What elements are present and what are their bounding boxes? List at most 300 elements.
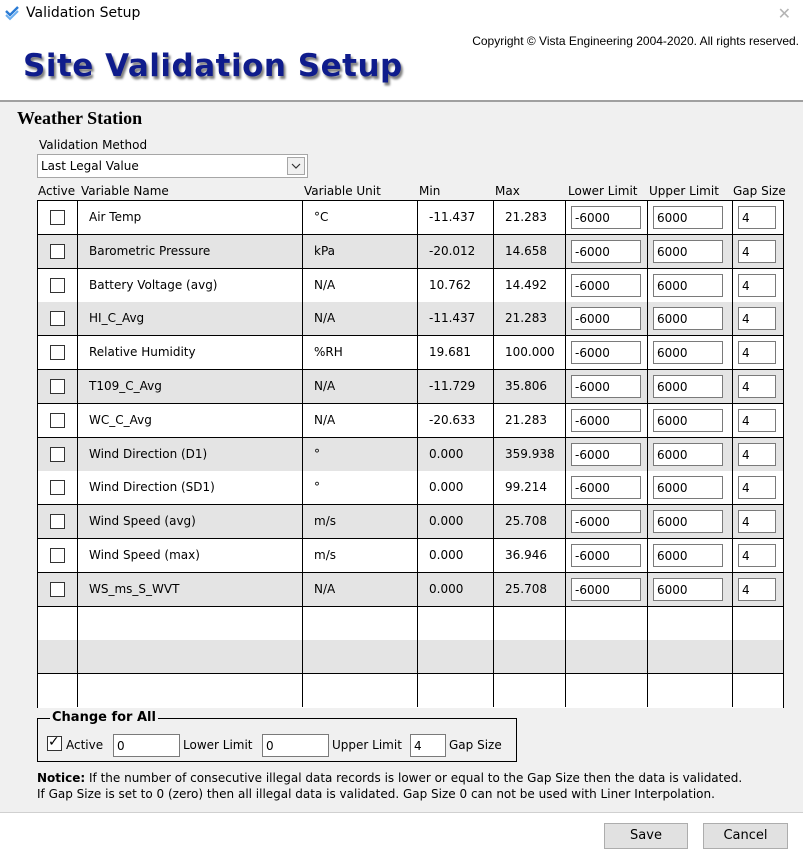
- cell-lower: [566, 438, 648, 471]
- upper-value: 6000: [657, 549, 688, 563]
- cell-name: [78, 539, 303, 572]
- row-name: Battery Voltage (avg): [89, 277, 218, 292]
- cell-lower: [566, 539, 648, 572]
- upper-input[interactable]: [653, 510, 723, 533]
- row-unit: %RH: [314, 345, 343, 360]
- row-max: 99.214: [505, 480, 547, 495]
- cell-upper: [648, 539, 733, 572]
- lower-input[interactable]: [571, 375, 641, 398]
- active-checkbox[interactable]: [50, 480, 65, 495]
- cell-gap: [733, 302, 783, 335]
- cell-lower: [566, 607, 648, 640]
- row-max: 36.946: [505, 548, 547, 562]
- table-row: [38, 269, 783, 303]
- upper-input[interactable]: [653, 240, 723, 263]
- row-unit: kPa: [314, 243, 335, 258]
- gap-value: 4: [742, 481, 750, 496]
- gap-input[interactable]: [738, 544, 776, 567]
- row-max: 14.492: [505, 277, 547, 292]
- table-row: [38, 302, 783, 336]
- col-header-unit: Variable Unit: [304, 184, 381, 198]
- cell-name: [78, 235, 303, 268]
- change-for-all-title: Change for All: [52, 710, 156, 725]
- change-all-upper-label: Upper Limit: [332, 738, 402, 752]
- row-name: Barometric Pressure: [89, 243, 211, 258]
- cell-unit: [303, 370, 418, 403]
- cell-min: [418, 438, 494, 471]
- cell-max: [494, 302, 566, 335]
- upper-value: 6000: [657, 312, 688, 327]
- banner-title: Site Validation Setup: [23, 48, 403, 84]
- lower-value: -6000: [575, 549, 610, 563]
- row-max: 25.708: [505, 514, 547, 529]
- lower-input[interactable]: [571, 578, 641, 601]
- active-checkbox[interactable]: [50, 514, 65, 529]
- row-min: 0.000: [429, 514, 464, 529]
- upper-value: 6000: [657, 211, 688, 225]
- cell-active: [38, 336, 78, 369]
- row-min: -11.729: [429, 379, 476, 393]
- cell-active: [38, 370, 78, 403]
- lower-input[interactable]: [571, 510, 641, 533]
- lower-value: -6000: [575, 278, 610, 293]
- cell-active: [38, 607, 78, 640]
- cell-gap: [733, 235, 783, 268]
- gap-value: 4: [742, 312, 750, 327]
- cell-unit: [303, 505, 418, 538]
- close-icon[interactable]: ✕: [777, 4, 791, 23]
- upper-input[interactable]: [653, 307, 723, 330]
- row-unit: N/A: [314, 277, 336, 292]
- row-name: HI_C_Avg: [89, 311, 145, 326]
- lower-value: -6000: [575, 447, 610, 462]
- cell-active: [38, 269, 78, 302]
- table-row: [38, 235, 783, 269]
- cell-max: [494, 438, 566, 471]
- upper-value: 6000: [657, 278, 688, 293]
- table-row: [38, 336, 783, 370]
- col-header-lower: Lower Limit: [568, 184, 638, 198]
- row-min: -11.437: [429, 210, 476, 224]
- upper-input[interactable]: [653, 341, 723, 364]
- upper-value: 6000: [657, 244, 688, 259]
- row-max: 21.283: [505, 210, 547, 224]
- cell-max: [494, 674, 566, 707]
- cell-lower: [566, 302, 648, 335]
- gap-value: 4: [742, 346, 750, 361]
- lower-input[interactable]: [571, 240, 641, 263]
- cell-max: [494, 336, 566, 369]
- gap-input[interactable]: [738, 274, 776, 297]
- cell-active: [38, 201, 78, 234]
- col-header-active: Active: [38, 184, 76, 198]
- row-unit: °C: [314, 210, 329, 224]
- table-row: [38, 674, 783, 708]
- cell-unit: [303, 607, 418, 640]
- upper-input[interactable]: [653, 206, 723, 229]
- row-unit: m/s: [314, 548, 336, 562]
- cell-min: [418, 235, 494, 268]
- notice-line1: If the number of consecutive illegal data records is lower or equal to the Gap Size then the data is validated.: [85, 771, 743, 785]
- cell-max: [494, 539, 566, 572]
- row-min: -11.437: [429, 311, 476, 326]
- row-name: T109_C_Avg: [89, 379, 162, 393]
- cell-active: [38, 471, 78, 504]
- cell-max: [494, 640, 566, 673]
- row-max: 25.708: [505, 581, 547, 596]
- lower-value: -6000: [575, 211, 610, 225]
- cell-max: [494, 505, 566, 538]
- cell-name: [78, 302, 303, 335]
- cell-upper: [648, 235, 733, 268]
- change-all-upper-input[interactable]: [410, 734, 446, 757]
- gap-value: 4: [742, 278, 750, 293]
- cell-min: [418, 201, 494, 234]
- gap-input[interactable]: [738, 341, 776, 364]
- active-checkbox[interactable]: [50, 548, 65, 563]
- cell-name: [78, 607, 303, 640]
- row-name: WS_ms_S_WVT: [89, 581, 180, 596]
- cell-lower: [566, 674, 648, 707]
- table-row: [38, 505, 783, 539]
- cell-min: [418, 640, 494, 673]
- upper-input[interactable]: [653, 375, 723, 398]
- row-unit: °: [314, 480, 320, 495]
- cell-active: [38, 573, 78, 606]
- active-checkbox[interactable]: [50, 413, 65, 428]
- cell-unit: [303, 404, 418, 437]
- change-all-lower-value: 0: [266, 739, 274, 753]
- row-unit: N/A: [314, 412, 336, 427]
- table-row: [38, 370, 783, 404]
- table-row: [38, 438, 783, 472]
- cell-gap: [733, 438, 783, 471]
- cell-name: [78, 640, 303, 673]
- gap-input[interactable]: [738, 307, 776, 330]
- lower-value: -6000: [575, 244, 610, 259]
- cell-gap: [733, 674, 783, 707]
- upper-value: 6000: [657, 481, 688, 496]
- table-row: [38, 471, 783, 505]
- cell-unit: [303, 640, 418, 673]
- row-unit: N/A: [314, 311, 336, 326]
- gap-input[interactable]: [738, 443, 776, 466]
- gap-value: 4: [742, 380, 750, 394]
- table-row: [38, 539, 783, 573]
- active-checkbox[interactable]: [50, 345, 65, 360]
- gap-input[interactable]: [738, 510, 776, 533]
- active-checkbox[interactable]: [50, 311, 65, 326]
- cell-name: [78, 505, 303, 538]
- row-name: Wind Direction (SD1): [89, 480, 215, 495]
- cell-upper: [648, 607, 733, 640]
- change-for-all-group: [37, 710, 517, 762]
- cell-gap: [733, 505, 783, 538]
- cell-active: [38, 302, 78, 335]
- cell-upper: [648, 404, 733, 437]
- row-min: 0.000: [429, 548, 464, 562]
- cell-name: [78, 471, 303, 504]
- active-checkbox[interactable]: [50, 244, 65, 259]
- copyright-text: Copyright © Vista Engineering 2004-2020. All rights reserved.: [472, 34, 799, 48]
- upper-value: 6000: [657, 413, 688, 428]
- cell-unit: [303, 336, 418, 369]
- cell-upper: [648, 674, 733, 707]
- lower-input[interactable]: [571, 307, 641, 330]
- cancel-button[interactable]: Cancel: [703, 823, 788, 849]
- cell-gap: [733, 607, 783, 640]
- upper-input[interactable]: [653, 544, 723, 567]
- cell-max: [494, 404, 566, 437]
- cell-max: [494, 471, 566, 504]
- gap-value: 4: [742, 549, 750, 563]
- row-min: 0.000: [429, 581, 464, 596]
- cell-upper: [648, 269, 733, 302]
- lower-input[interactable]: [571, 544, 641, 567]
- gap-input[interactable]: [738, 578, 776, 601]
- cell-gap: [733, 573, 783, 606]
- footer-divider: [0, 812, 803, 813]
- cell-gap: [733, 269, 783, 302]
- upper-value: 6000: [657, 582, 688, 597]
- validation-method-label: Validation Method: [39, 138, 148, 152]
- upper-input[interactable]: [653, 578, 723, 601]
- row-unit: N/A: [314, 379, 336, 393]
- cell-name: [78, 269, 303, 302]
- lower-value: -6000: [575, 346, 610, 361]
- table-row: [38, 640, 783, 674]
- upper-value: 6000: [657, 515, 688, 530]
- cell-lower: [566, 573, 648, 606]
- lower-input[interactable]: [571, 274, 641, 297]
- cell-active: [38, 235, 78, 268]
- cell-lower: [566, 640, 648, 673]
- validation-method-value: Last Legal Value: [41, 159, 139, 173]
- cell-unit: [303, 573, 418, 606]
- cell-active: [38, 438, 78, 471]
- cell-min: [418, 607, 494, 640]
- cell-lower: [566, 471, 648, 504]
- gap-input[interactable]: [738, 206, 776, 229]
- cell-active: [38, 640, 78, 673]
- row-min: -20.012: [429, 243, 476, 258]
- change-all-active-label: Active: [66, 738, 104, 752]
- upper-input[interactable]: [653, 443, 723, 466]
- gap-input[interactable]: [738, 409, 776, 432]
- col-header-name: Variable Name: [81, 184, 169, 198]
- notice-text: [37, 770, 797, 802]
- lower-value: -6000: [575, 413, 610, 428]
- upper-input[interactable]: [653, 409, 723, 432]
- cell-unit: [303, 235, 418, 268]
- cell-lower: [566, 235, 648, 268]
- change-all-upper-value: 4: [414, 739, 422, 753]
- lower-input[interactable]: [571, 443, 641, 466]
- row-max: 21.283: [505, 311, 547, 326]
- cell-unit: [303, 302, 418, 335]
- window-title: Validation Setup: [26, 5, 141, 21]
- cell-max: [494, 235, 566, 268]
- cell-active: [38, 674, 78, 707]
- row-name: WC_C_Avg: [89, 412, 152, 427]
- cell-name: [78, 438, 303, 471]
- content-panel: [0, 102, 803, 812]
- cell-upper: [648, 640, 733, 673]
- notice-line2: If Gap Size is set to 0 (zero) then all illegal data is validated. Gap Size 0 can not be used with Liner Interpolation.: [37, 787, 715, 801]
- cell-max: [494, 269, 566, 302]
- cell-upper: [648, 336, 733, 369]
- row-min: -20.633: [429, 412, 476, 427]
- cell-name: [78, 674, 303, 707]
- cell-unit: [303, 438, 418, 471]
- active-checkbox[interactable]: [50, 278, 65, 293]
- cell-upper: [648, 573, 733, 606]
- notice-label: Notice:: [37, 771, 86, 785]
- cell-gap: [733, 640, 783, 673]
- lower-value: -6000: [575, 582, 610, 597]
- gap-value: 4: [742, 582, 750, 597]
- change-all-lower-input[interactable]: [262, 734, 329, 757]
- row-unit: N/A: [314, 581, 336, 596]
- change-all-active-value-input[interactable]: [113, 734, 180, 757]
- row-name: Wind Speed (max): [89, 548, 200, 562]
- cell-upper: [648, 302, 733, 335]
- cell-unit: [303, 471, 418, 504]
- upper-value: 6000: [657, 346, 688, 361]
- cell-max: [494, 573, 566, 606]
- save-button[interactable]: Save: [604, 823, 688, 849]
- cell-upper: [648, 471, 733, 504]
- row-max: 35.806: [505, 379, 547, 393]
- cell-upper: [648, 201, 733, 234]
- row-max: 100.000: [505, 345, 555, 360]
- row-max: 21.283: [505, 412, 547, 427]
- row-min: 19.681: [429, 345, 471, 360]
- table-row: [38, 573, 783, 607]
- cell-lower: [566, 269, 648, 302]
- cell-unit: [303, 201, 418, 234]
- row-max: 14.658: [505, 243, 547, 258]
- row-min: 10.762: [429, 277, 471, 292]
- cell-name: [78, 573, 303, 606]
- active-checkbox[interactable]: [50, 582, 65, 597]
- cell-min: [418, 269, 494, 302]
- cell-upper: [648, 370, 733, 403]
- cell-lower: [566, 201, 648, 234]
- cell-min: [418, 336, 494, 369]
- cell-name: [78, 370, 303, 403]
- gap-value: 4: [742, 515, 750, 530]
- col-header-min: Min: [419, 184, 441, 198]
- col-header-gap: Gap Size: [733, 184, 786, 198]
- cell-name: [78, 201, 303, 234]
- chevron-down-icon: [288, 158, 304, 174]
- gap-input[interactable]: [738, 240, 776, 263]
- row-name: Wind Speed (avg): [89, 514, 196, 529]
- cell-gap: [733, 370, 783, 403]
- cell-active: [38, 404, 78, 437]
- cell-gap: [733, 539, 783, 572]
- table-row: [38, 201, 783, 235]
- lower-input[interactable]: [571, 409, 641, 432]
- active-checkbox[interactable]: [50, 210, 65, 225]
- lower-input[interactable]: [571, 341, 641, 364]
- col-header-max: Max: [495, 184, 520, 198]
- gap-value: 4: [742, 244, 750, 259]
- change-all-active-checkbox[interactable]: [47, 736, 62, 751]
- table-row: [38, 607, 783, 641]
- col-header-upper: Upper Limit: [649, 184, 719, 198]
- upper-value: 6000: [657, 380, 688, 394]
- gap-value: 4: [742, 211, 750, 225]
- cell-lower: [566, 336, 648, 369]
- cell-gap: [733, 336, 783, 369]
- table-row: [38, 404, 783, 438]
- cell-upper: [648, 505, 733, 538]
- gap-value: 4: [742, 447, 750, 462]
- row-min: 0.000: [429, 446, 464, 461]
- cell-gap: [733, 404, 783, 437]
- section-title: Weather Station: [17, 108, 143, 128]
- cell-min: [418, 573, 494, 606]
- row-unit: m/s: [314, 514, 336, 529]
- checkmark-icon: ✓: [48, 734, 60, 750]
- lower-input[interactable]: [571, 476, 641, 499]
- active-checkbox[interactable]: [50, 447, 65, 462]
- cell-min: [418, 471, 494, 504]
- cell-active: [38, 505, 78, 538]
- upper-input[interactable]: [653, 476, 723, 499]
- row-name: Wind Direction (D1): [89, 446, 208, 461]
- cell-min: [418, 539, 494, 572]
- cell-max: [494, 607, 566, 640]
- gap-value: 4: [742, 413, 750, 428]
- gap-input[interactable]: [738, 476, 776, 499]
- cell-min: [418, 404, 494, 437]
- change-all-active-value: 0: [117, 739, 125, 753]
- cell-name: [78, 404, 303, 437]
- cell-min: [418, 505, 494, 538]
- variables-table: [37, 200, 784, 708]
- cell-unit: [303, 539, 418, 572]
- active-checkbox[interactable]: [50, 379, 65, 394]
- change-all-gap-label: Gap Size: [449, 738, 502, 752]
- cell-unit: [303, 269, 418, 302]
- lower-value: -6000: [575, 515, 610, 530]
- title-bar: [0, 0, 803, 28]
- lower-value: -6000: [575, 312, 610, 327]
- cell-gap: [733, 471, 783, 504]
- row-max: 359.938: [505, 446, 555, 461]
- row-name: Air Temp: [89, 210, 142, 224]
- lower-value: -6000: [575, 481, 610, 496]
- upper-input[interactable]: [653, 274, 723, 297]
- dropdown-button[interactable]: [287, 157, 305, 175]
- validation-method-select[interactable]: [37, 154, 308, 178]
- gap-input[interactable]: [738, 375, 776, 398]
- cell-lower: [566, 370, 648, 403]
- cell-upper: [648, 438, 733, 471]
- row-unit: °: [314, 446, 320, 461]
- cell-min: [418, 674, 494, 707]
- lower-input[interactable]: [571, 206, 641, 229]
- cell-lower: [566, 505, 648, 538]
- cell-min: [418, 370, 494, 403]
- upper-value: 6000: [657, 447, 688, 462]
- cell-gap: [733, 201, 783, 234]
- cell-unit: [303, 674, 418, 707]
- cell-lower: [566, 404, 648, 437]
